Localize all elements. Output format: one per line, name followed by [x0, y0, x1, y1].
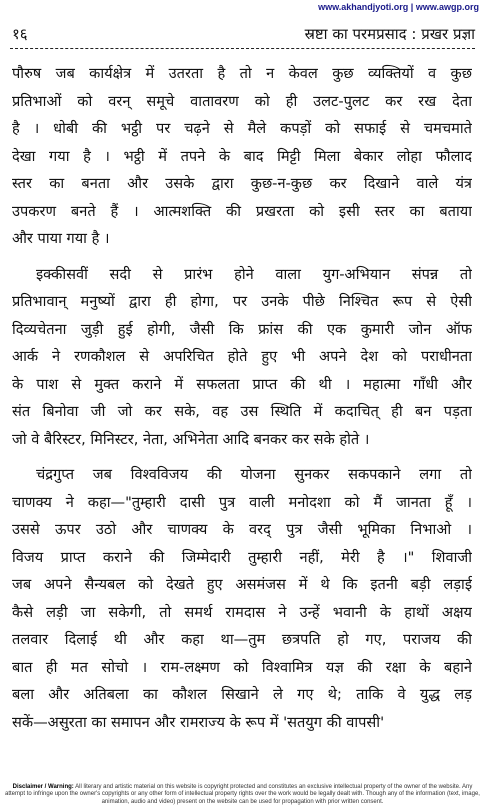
footer-disclaimer — [4, 784, 481, 807]
disclaimer-label: Disclaimer / Warning: — [12, 783, 74, 790]
text-line: आर्क ने रणकौशल से अपरिचित होते हुए भी अपने देश को पराधीनता — [12, 348, 472, 365]
text-line: और पाया गया है । — [12, 230, 110, 247]
text-line: कैसे लड़ी जा सकेगी, तो समर्थ रामदास ने उन्हें भवानी के हाथों अक्षय — [12, 603, 472, 621]
header-divider — [10, 48, 475, 49]
text-line: है । धोबी की भट्ठी पर चढ़ने से मैले कपड़ों को सफाई से चमचमाते — [12, 120, 472, 137]
text-line: प्रतिभाओं को वरन् समूचे वातावरण को ही उलट-पुलट कर रख देता — [12, 92, 472, 110]
page-number: १६ — [12, 25, 28, 43]
running-title: स्रष्टा का परमप्रसाद : प्रखर प्रज्ञा — [304, 25, 475, 43]
text-line: चंद्रगुप्त जब विश्वविजय की योजना सुनकर सकपकाने लगा तो — [36, 466, 472, 483]
text-line: जो वे बैरिस्टर, मिनिस्टर, नेता, अभिनेता आदि बनकर कर सके होते । — [12, 430, 370, 448]
page-header — [10, 24, 475, 46]
text-line: बला और अतिबला का कौशल सिखाने ले गए थे; ताकि वे युद्ध लड़ — [12, 686, 472, 703]
text-line: जब अपने सैन्यबल को देखते हुए असमंजस में थे कि इतनी बड़ी लड़ाई — [12, 576, 472, 593]
text-line: दिव्यचेतना जुड़ी हुई होगी, जैसी कि फ्रांस की एक कुमारी जोन ऑफ — [12, 320, 472, 338]
text-line: उपकरण बनते हैं । आत्मशक्ति की प्रखरता को इसी स्तर का बताया — [12, 202, 472, 220]
text-line: चाणक्य ने कहा—"तुम्हारी दासी पुत्र वाली मनोदशा को मैं जानता हूँ । — [12, 493, 472, 511]
site-url[interactable]: www.akhandjyoti.org | www.awgp.org — [318, 2, 479, 12]
text-line: सकें—असुरता का समापन और रामराज्य के रूप में 'सतयुग की वापसी' — [12, 713, 385, 731]
body-text — [12, 60, 472, 744]
paragraph — [12, 261, 472, 454]
text-line: के पाश से मुक्त कराने में सफलता प्राप्त की थी । महात्मा गाँधी और — [12, 375, 472, 393]
text-line: तलवार दिलाई थी और कहा था—तुम छत्रपति हो गए, पराजय की — [12, 631, 472, 648]
text-line: विजय प्राप्त कराने की जिम्मेदारी तुम्हारी नहीं, मेरी है ।" शिवाजी — [12, 548, 472, 566]
text-line: प्रतिभावान् मनुष्यों द्वारा ही होगा, पर उनके पीछे निश्चित रूप से ऐसी — [12, 293, 472, 310]
paragraph — [12, 461, 472, 736]
text-line: स्तर का बनता और उसके द्वारा कुछ-न-कुछ कर दिखाने वाले यंत्र — [12, 175, 472, 192]
disclaimer-text: All literary and artistic material on this website is copyright protected and constitutes an exclusive intellectual property of the owner of the website. Any attempt to infringe upon the owner's copyrights or any other form of intellectual property rights over the work would be legally dealt with. Though any of the information (text, image, animation, audio and video) present on the website can be used for propagation with prior written consent. — [5, 783, 480, 805]
text-line: देखा गया है । भट्ठी में तपने के बाद मिट्टी मिला बेकार लोहा फौलाद — [12, 147, 472, 165]
text-line: उससे ऊपर उठो और चाणक्य के वरद् पुत्र जैसी भूमिका निभाओ । — [12, 521, 472, 538]
paragraph — [12, 60, 472, 253]
text-line: पौरुष जब कार्यक्षेत्र में उतरता है तो न केवल कुछ व्यक्तियों व कुछ — [12, 65, 472, 82]
text-line: इक्कीसवीं सदी से प्रारंभ होने वाला युग-अभियान संपन्न तो — [36, 265, 472, 283]
text-line: संत बिनोवा जी जो कर सके, वह उस स्थिति में कदाचित् ही बन पड़ता — [12, 403, 472, 420]
text-line: बात ही मत सोचो । राम-लक्ष्मण को विश्वामित्र यज्ञ की रक्षा के बहाने — [12, 658, 472, 676]
